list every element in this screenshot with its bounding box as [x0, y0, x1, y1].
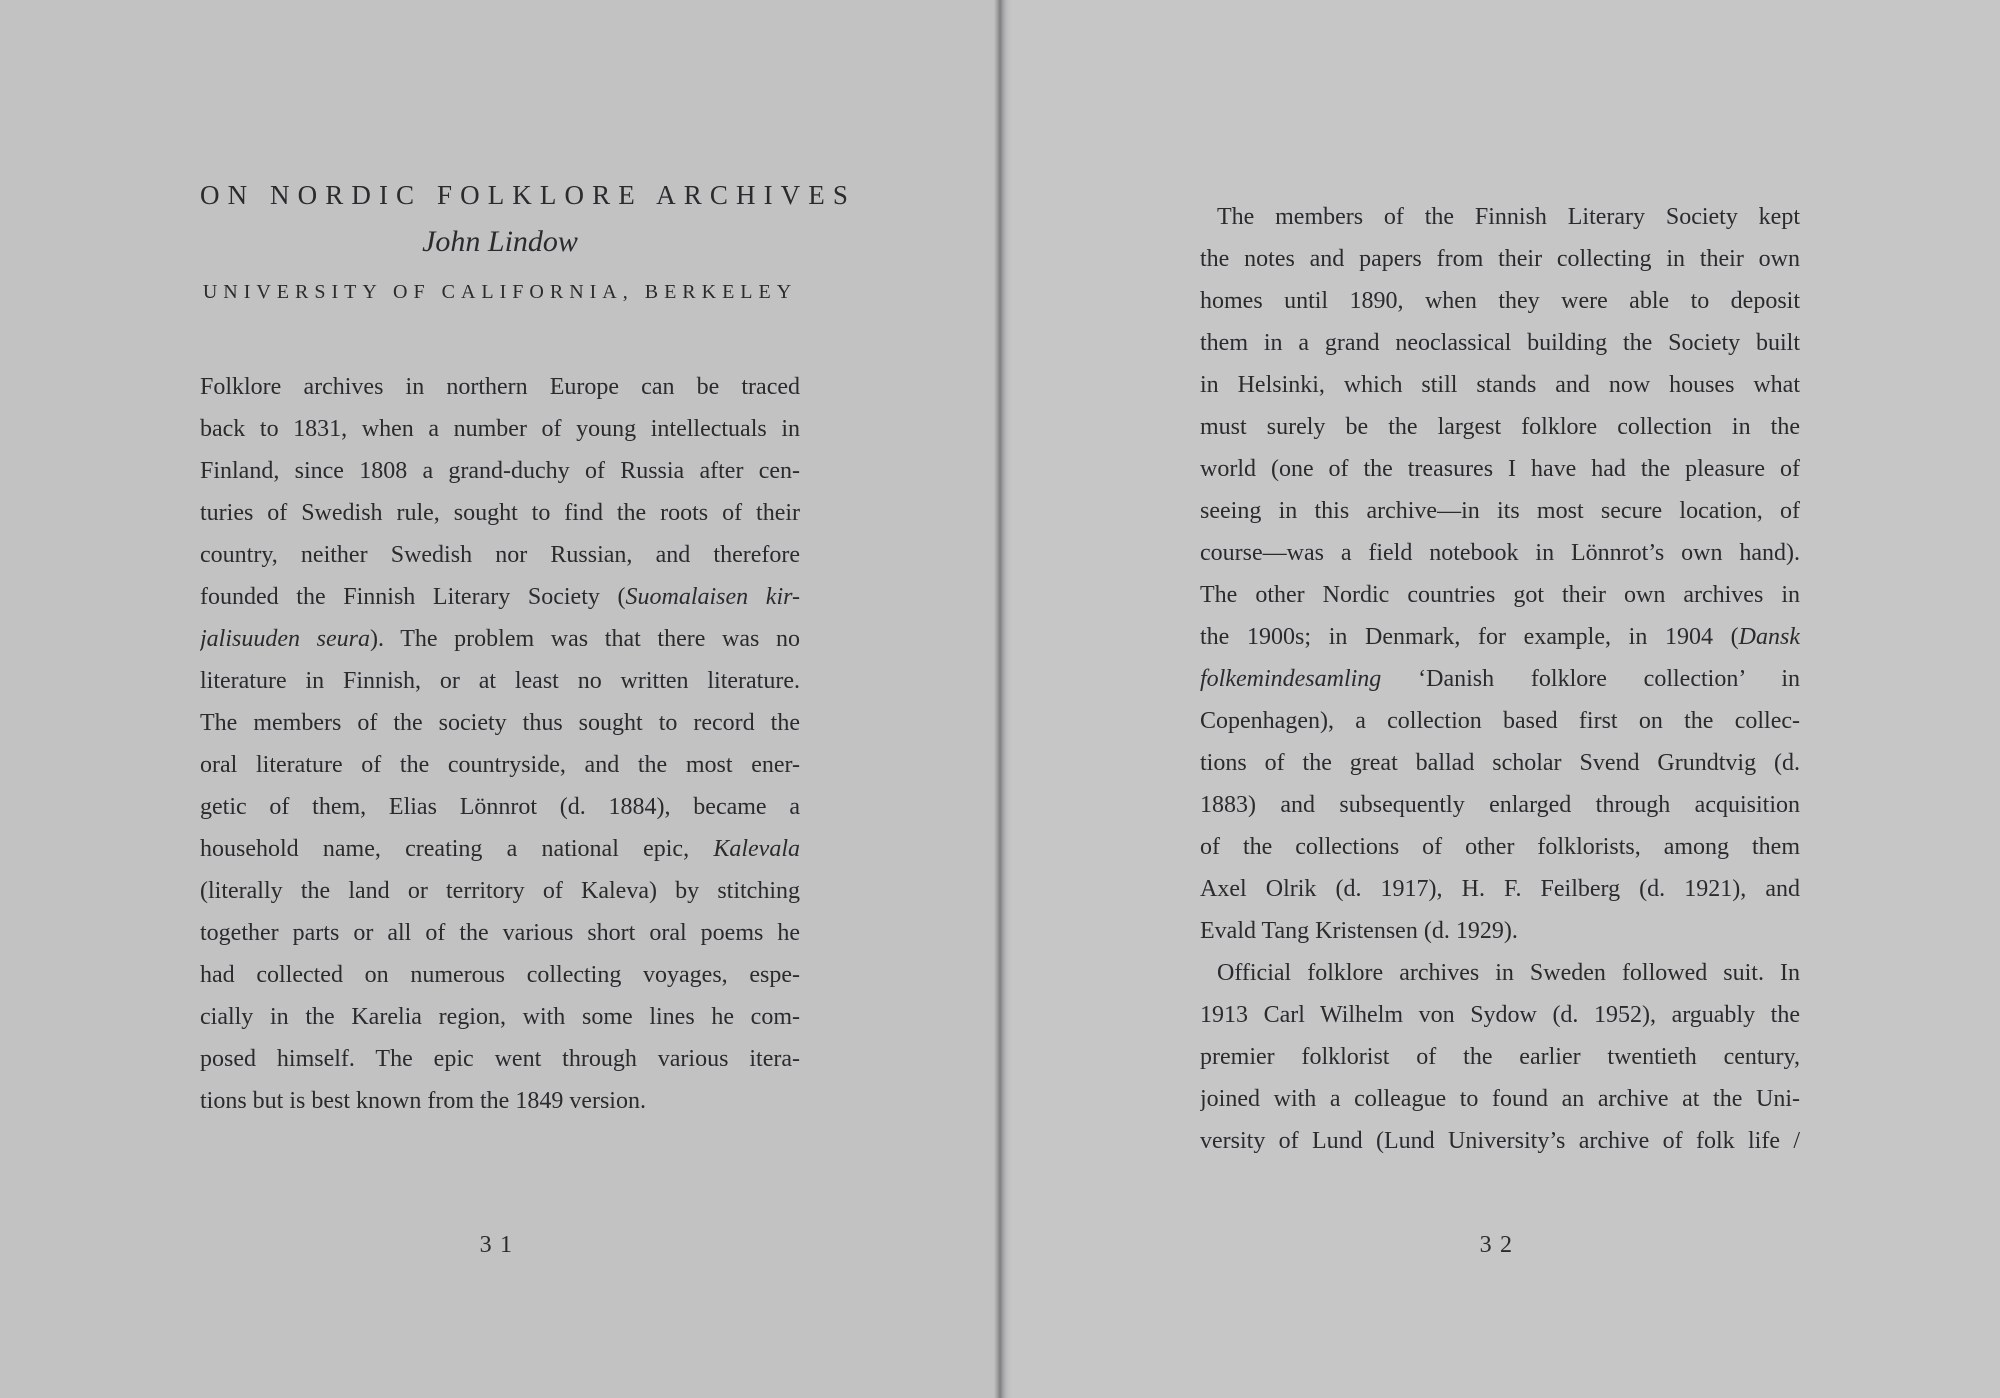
text-line: course—was a field notebook in Lönnrot’s own hand). — [1200, 540, 1800, 566]
text-line: jalisuuden seura). The problem was that there was no — [200, 626, 800, 652]
right-body-text — [1200, 196, 1800, 1162]
text-line: premier folklorist of the earlier twentieth century, — [1200, 1044, 1800, 1070]
text-line: the notes and papers from their collecting in their own — [1200, 246, 1800, 272]
text-line: Official folklore archives in Sweden followed suit. In — [1217, 960, 1800, 986]
text-line: cially in the Karelia region, with some lines he com- — [200, 1004, 800, 1030]
text-line: founded the Finnish Literary Society (Suomalaisen kir- — [200, 584, 800, 610]
author-affiliation: UNIVERSITY OF CALIFORNIA, BERKELEY — [202, 281, 798, 303]
text-line: joined with a colleague to found an archive at the Uni- — [1200, 1086, 1800, 1112]
left-text-block — [200, 180, 856, 1122]
left-body-text — [200, 366, 800, 1122]
text-line: oral literature of the countryside, and the most ener- — [200, 752, 800, 778]
text-line: Folklore archives in northern Europe can be traced — [200, 374, 800, 400]
text-line: versity of Lund (Lund University’s archive of folk life / — [1200, 1128, 1800, 1154]
text-line: the 1900s; in Denmark, for example, in 1904 (Dansk — [1200, 624, 1800, 650]
text-line: posed himself. The epic went through various itera- — [200, 1046, 800, 1072]
page-right — [1000, 0, 2000, 1398]
text-line: The members of the Finnish Literary Society kept — [1217, 204, 1800, 230]
text-line: Copenhagen), a collection based first on the collec- — [1200, 708, 1800, 734]
text-line: homes until 1890, when they were able to deposit — [1200, 288, 1800, 314]
text-line: literature in Finnish, or at least no written literature. — [200, 668, 800, 694]
book-gutter-divider — [994, 0, 1012, 1398]
text-line: tions but is best known from the 1849 version. — [200, 1088, 646, 1114]
paragraph — [1200, 196, 1800, 952]
text-line: back to 1831, when a number of young intellectuals in — [200, 416, 800, 442]
text-line: getic of them, Elias Lönnrot (d. 1884), became a — [200, 794, 800, 820]
text-line: seeing in this archive—in its most secure location, of — [1200, 498, 1800, 524]
text-line: world (one of the treasures I have had the pleasure of — [1200, 456, 1800, 482]
text-line: 1883) and subsequently enlarged through acquisition — [1200, 792, 1800, 818]
text-line: 1913 Carl Wilhelm von Sydow (d. 1952), arguably the — [1200, 1002, 1800, 1028]
text-line: The other Nordic countries got their own archives in — [1200, 582, 1800, 608]
author-name: John Lindow — [422, 225, 578, 258]
paragraph — [200, 366, 800, 1122]
text-line: must surely be the largest folklore collection in the — [1200, 414, 1800, 440]
text-line: them in a grand neoclassical building the Society built — [1200, 330, 1800, 356]
text-line: Evald Tang Kristensen (d. 1929). — [1200, 918, 1518, 944]
paragraph — [1200, 952, 1800, 1162]
page-number-left: 31 — [479, 1232, 521, 1258]
text-line: in Helsinki, which still stands and now houses what — [1200, 372, 1800, 398]
text-line: Axel Olrik (d. 1917), H. F. Feilberg (d. 1921), and — [1200, 876, 1800, 902]
text-line: Finland, since 1808 a grand-duchy of Russia after cen- — [200, 458, 800, 484]
text-line: The members of the society thus sought to record the — [200, 710, 800, 736]
text-line: had collected on numerous collecting voyages, espe- — [200, 962, 800, 988]
chapter-title: ON NORDIC FOLKLORE ARCHIVES — [200, 180, 856, 210]
text-line: together parts or all of the various short oral poems he — [200, 920, 800, 946]
text-line: (literally the land or territory of Kaleva) by stitching — [200, 878, 800, 904]
text-line: tions of the great ballad scholar Svend Grundtvig (d. — [1200, 750, 1800, 776]
page-number-right: 32 — [1479, 1232, 1521, 1258]
text-line: household name, creating a national epic, Kalevala — [200, 836, 800, 862]
right-text-block — [1200, 0, 1800, 1162]
text-line: folkemindesamling ‘Danish folklore collection’ in — [1200, 666, 1800, 692]
text-line: turies of Swedish rule, sought to find the roots of their — [200, 500, 800, 526]
text-line: country, neither Swedish nor Russian, and therefore — [200, 542, 800, 568]
text-line: of the collections of other folklorists, among them — [1200, 834, 1800, 860]
